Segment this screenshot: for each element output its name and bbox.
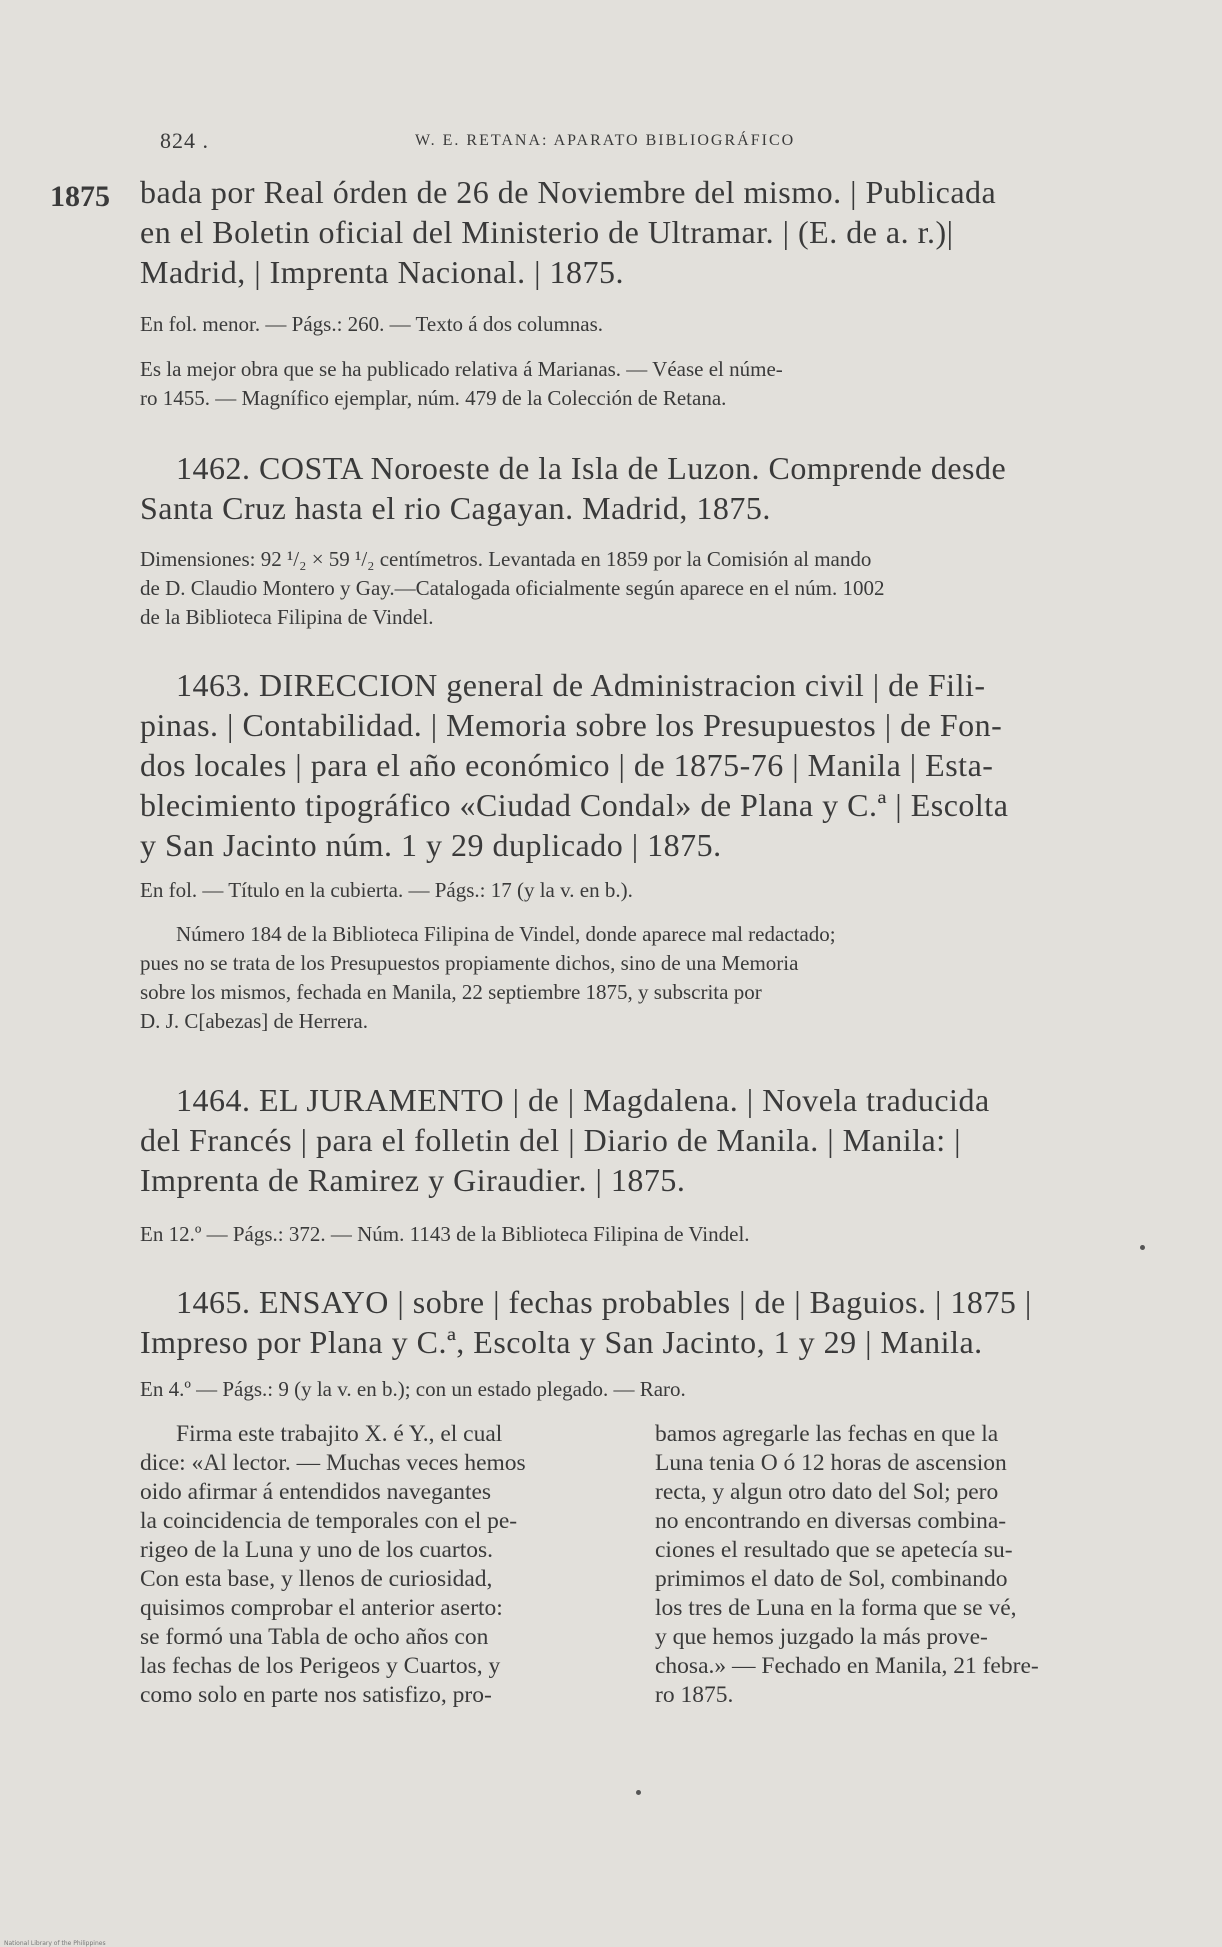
entry-line: 1464. EL JURAMENTO | de | Magdalena. | Novela traducida xyxy=(176,1082,990,1118)
note-line: sobre los mismos, fechada en Manila, 22 septiembre 1875, y subscrita por xyxy=(140,980,762,1004)
note-line: de D. Claudio Montero y Gay.—Catalogada oficialmente según aparece en el núm. 1002 xyxy=(140,576,885,600)
column-line: no encontrando en diversas combina- xyxy=(655,1508,1007,1534)
column-line: Luna tenia O ó 12 horas de ascension xyxy=(655,1450,1007,1476)
note-line: de la Biblioteca Filipina de Vindel. xyxy=(140,605,434,629)
entry-1465-body xyxy=(140,1282,1140,1362)
column-line: Firma este trabajito X. é Y., el cual xyxy=(176,1421,503,1447)
entry-line: Santa Cruz hasta el rio Cagayan. Madrid, 1875. xyxy=(140,490,771,526)
speck-mark xyxy=(636,1790,641,1795)
column-line: chosa.» — Fechado en Manila, 21 febre- xyxy=(655,1653,1039,1679)
note-line: pues no se trata de los Presupuestos propiamente dichos, sino de una Memoria xyxy=(140,951,799,975)
entry-line: bada por Real órden de 26 de Noviembre del mismo. | Publicada xyxy=(140,174,997,210)
entry-line: blecimiento tipográfico «Ciudad Condal» de Plana y C.ª | Escolta xyxy=(140,787,1009,823)
column-line: las fechas de los Perigeos y Cuartos, y xyxy=(140,1653,501,1679)
note-column-left xyxy=(140,1420,620,1710)
entry-line: dos locales | para el año económico | de 1875-76 | Manila | Esta- xyxy=(140,747,994,783)
entry-line: pinas. | Contabilidad. | Memoria sobre los Presupuestos | de Fon- xyxy=(140,707,1003,743)
two-column-note xyxy=(140,1420,1140,1720)
entry-1461-note xyxy=(140,355,1140,413)
column-line: ciones el resultado que se apetecía su- xyxy=(655,1537,1013,1563)
entry-line: en el Boletin oficial del Ministerio de Ultramar. | (E. de a. r.)| xyxy=(140,214,954,250)
format-line: En fol. — Título en la cubierta. — Págs.: 17 (y la v. en b.). xyxy=(140,878,633,902)
margin-year: 1875 xyxy=(50,180,110,213)
entry-1465-format xyxy=(140,1375,1140,1404)
entry-1464-format xyxy=(140,1220,1140,1249)
column-line: rigeo de la Luna y uno de los cuartos. xyxy=(140,1537,494,1563)
note-column-right xyxy=(655,1420,1135,1710)
page-number: 824 . xyxy=(160,128,209,153)
column-line: recta, y algun otro dato del Sol; pero xyxy=(655,1479,999,1505)
entry-1461-body xyxy=(140,172,1140,292)
speck-mark xyxy=(1140,1245,1145,1250)
entry-1463-body xyxy=(140,665,1140,865)
entry-line: y San Jacinto núm. 1 y 29 duplicado | 1875. xyxy=(140,827,722,863)
entry-1463-format xyxy=(140,876,1140,905)
column-line: bamos agregarle las fechas en que la xyxy=(655,1421,999,1447)
column-line: se formó una Tabla de ocho años con xyxy=(140,1624,489,1650)
column-line: Con esta base, y llenos de curiosidad, xyxy=(140,1566,493,1592)
column-line: como solo en parte nos satisfizo, pro- xyxy=(140,1682,492,1708)
entry-line: Madrid, | Imprenta Nacional. | 1875. xyxy=(140,254,625,290)
column-line: oido afirmar á entendidos navegantes xyxy=(140,1479,492,1505)
footer-watermark: National Library of the Philippines xyxy=(4,1940,106,1947)
note-line: Es la mejor obra que se ha publicado relativa á Marianas. — Véase el núme- xyxy=(140,357,783,381)
column-line: primimos el dato de Sol, combinando xyxy=(655,1566,1008,1592)
entry-line: 1462. COSTA Noroeste de la Isla de Luzon. Comprende desde xyxy=(176,450,1007,486)
column-line: y que hemos juzgado la más prove- xyxy=(655,1624,988,1650)
column-line: quisimos comprobar el anterior aserto: xyxy=(140,1595,503,1621)
entry-1463-note xyxy=(140,920,1140,1036)
entry-line: Impreso por Plana y C.ª, Escolta y San Jacinto, 1 y 29 | Manila. xyxy=(140,1324,983,1360)
entry-1464-body xyxy=(140,1080,1140,1200)
entry-line: del Francés | para el folletin del | Diario de Manila. | Manila: | xyxy=(140,1122,962,1158)
format-line: En 12.º — Págs.: 372. — Núm. 1143 de la Biblioteca Filipina de Vindel. xyxy=(140,1222,750,1246)
running-title: W. E. RETANA: APARATO BIBLIOGRÁFICO xyxy=(415,132,796,149)
note-line: Dimensiones: 92 ¹/₂ × 59 ¹/₂ centímetros. Levantada en 1859 por la Comisión al mando xyxy=(140,547,872,571)
entry-1462-note xyxy=(140,545,1140,632)
note-line: Número 184 de la Biblioteca Filipina de Vindel, donde aparece mal redactado; xyxy=(176,922,836,946)
entry-line: 1463. DIRECCION general de Administracion civil | de Fili- xyxy=(176,667,986,703)
column-line: los tres de Luna en la forma que se vé, xyxy=(655,1595,1017,1621)
format-line: En 4.º — Págs.: 9 (y la v. en b.); con un estado plegado. — Raro. xyxy=(140,1377,686,1401)
note-line: D. J. C[abezas] de Herrera. xyxy=(140,1009,368,1033)
entry-1462-body xyxy=(140,448,1140,528)
entry-line: 1465. ENSAYO | sobre | fechas probables | de | Baguios. | 1875 | xyxy=(176,1284,1032,1320)
entry-1461-format xyxy=(140,310,1140,339)
column-line: ro 1875. xyxy=(655,1682,734,1708)
note-line: ro 1455. — Magnífico ejemplar, núm. 479 de la Colección de Retana. xyxy=(140,386,727,410)
format-line: En fol. menor. — Págs.: 260. — Texto á dos columnas. xyxy=(140,312,604,336)
column-line: la coincidencia de temporales con el pe- xyxy=(140,1508,518,1534)
entry-line: Imprenta de Ramirez y Giraudier. | 1875. xyxy=(140,1162,686,1198)
column-line: dice: «Al lector. — Muchas veces hemos xyxy=(140,1450,526,1476)
